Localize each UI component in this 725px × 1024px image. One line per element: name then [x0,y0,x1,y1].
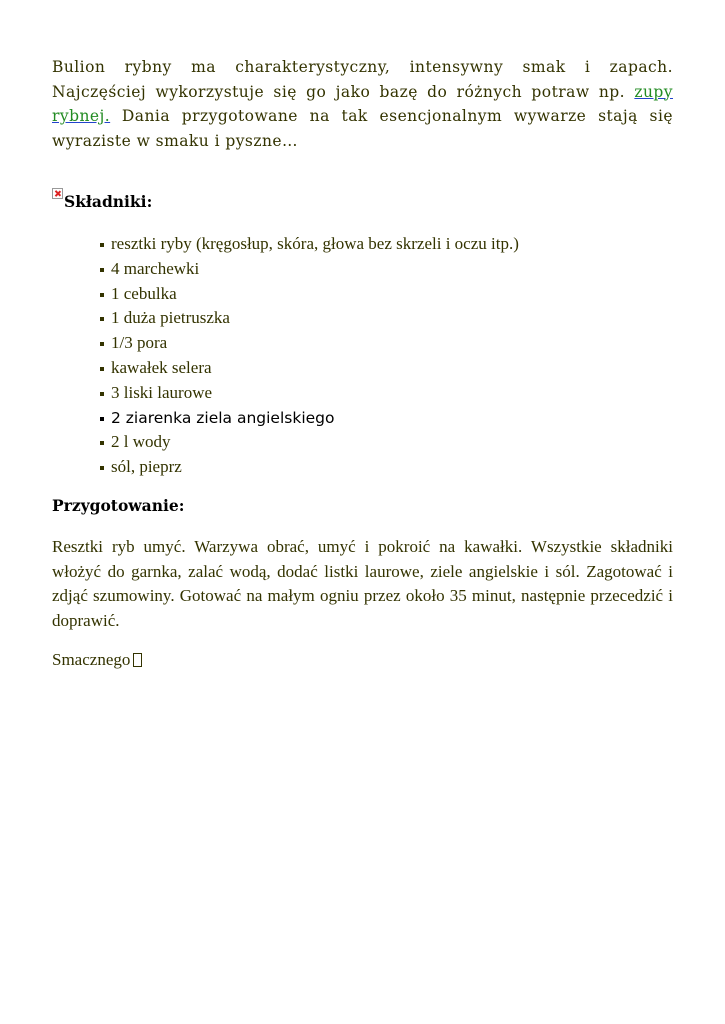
list-item: 2 ziarenka ziela angielskiego [100,406,673,431]
list-item: kawałek selera [100,356,673,381]
article-body [52,55,673,672]
list-item: 1 cebulka [100,282,673,307]
list-item: resztki ryby (kręgosłup, skóra, głowa bez skrzeli i oczu itp.) [100,232,673,257]
ingredients-heading-label: Składniki: [64,192,153,211]
intro-paragraph [52,55,673,153]
ingredients-heading [52,192,673,216]
preparation-text: Resztki ryb umyć. Warzywa obrać, umyć i pokroić na kawałki. Wszystkie składniki włożyć do garnka, zalać wodą, dodać listki laurowe, ziele angielskie i sól. Zagotować i zdjąć szumowiny. Gotować na małym ogniu przez około 35 minut, następnie przecedzić i doprawić. [52,536,673,630]
fish-soup-link[interactable]: zupy rybnej. [52,82,673,125]
list-item: 3 liski laurowe [100,381,673,406]
list-item: 1 duża pietruszka [100,306,673,331]
broken-image-icon [52,188,63,199]
list-item: 1/3 pora [100,331,673,356]
missing-glyph-icon [133,653,142,667]
list-item: 4 marchewki [100,257,673,282]
preparation-heading: Przygotowanie: [52,495,185,515]
list-item: sól, pieprz [100,455,673,480]
intro-text-end: Dania przygotowane na tak esencjonalnym wywarze stają się wyraziste w smaku i pyszne… [52,107,673,150]
ingredients-list [52,232,673,480]
closing-text: Smacznego [52,650,131,670]
list-item: 2 l wody [100,430,673,455]
closing-line [52,648,673,672]
intro-text-start: Bulion rybny ma charakterystyczny, intensywny smak i zapach. Najczęściej wykorzystuje się go jako bazę do różnych potraw np. [52,58,673,101]
